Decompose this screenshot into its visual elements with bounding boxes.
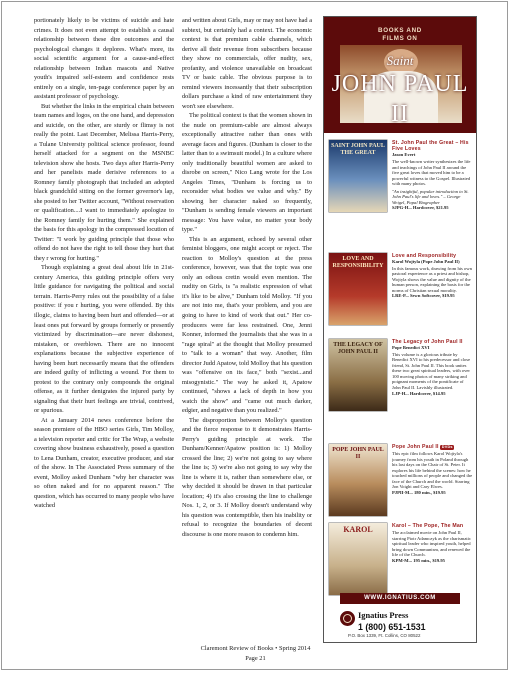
dvd-info (392, 523, 473, 563)
book-title: St. John Paul the Great – His Five Loves (392, 140, 469, 153)
paragraph: portionately likely to be victims of suicide and hate crimes. It does not even attempt to establish a causal relationship between these dire outcomes and the psychological changes it deplores. What's more, its social scientific argument for a cause-and-effect relationship between Indian mascots and Native youth's impaired self-esteem and confidence rests entirely on a single, ten-page conference paper by an assistant professor of psychology. (34, 17, 174, 101)
dvd-info (392, 444, 473, 496)
ignatius-press-advertisement[interactable] (323, 16, 477, 643)
ignatius-press-logo-icon (340, 611, 355, 626)
paragraph: At a January 2014 news conference before the season premiere of the HBO series Girls, Tim Molloy, a television reporter and critic for The Wrap, a website covering show business exhaustively, posed a question to Lena Dunham, creator, executive producer, and star of the show. In The Associated Press summary of the event, Molloy asked Dunham "why her character was so often naked and for no apparent reason." The question, which has occurred to many people who have watched (34, 416, 174, 510)
book-description: This volume is a glorious tribute by Benedict XVI to his predecessor and close friend, St. John Paul II. This book unites these two great spiritual leaders, with over 100 moving photos of many striking and poignant moments of the pontificate of John Paul II. Lavishly illustrated. (392, 351, 471, 391)
dvd-description: The acclaimed movie on John Paul II, starring Piotr Adamczyk as the charismatic spiritual leader who inspired youth, helped bring down Communism, and renewed the life of the Church. (392, 530, 471, 558)
book-description: In this famous work, drawing from his own pastoral experience as a priest and bishop, Wojtyla shows the value and dignity of the human person, explaining the basis for the norms of Christian sexual morality. (392, 265, 472, 293)
book-price: SJPG-H... Hardcover, $21.95 (392, 205, 449, 211)
dvd-title: Karol – The Pope, The Man (392, 523, 464, 529)
book-price: LJP-H... Hardcover, $14.95 (392, 390, 446, 396)
ad-john-paul-title: JOHN PAUL II (331, 71, 469, 127)
book-quote: "An insightful, popular introduction to St. John Paul's life and loves." – George Weigel, Papal Biographer (392, 188, 469, 205)
magazine-page (1, 1, 508, 670)
dvd-price: PJPII-M... 180 min., $19.95 (392, 490, 446, 496)
dvd-title: Pope John Paul II DVDs (392, 444, 453, 450)
publisher-name: Ignatius Press (358, 611, 409, 620)
page-number: Page 21 (245, 655, 266, 662)
book-item[interactable] (329, 339, 473, 439)
book-author: Pope Benedict XVI (392, 345, 430, 351)
dvd-cover[interactable]: POPE JOHN PAUL II (329, 444, 387, 516)
dvd-item[interactable] (329, 444, 473, 519)
book-cover[interactable]: THE LEGACY OF JOHN PAUL II (329, 339, 387, 411)
book-title: The Legacy of John Paul II (392, 339, 463, 345)
journal-footer: Claremont Review of Books • Spring 2014 (200, 645, 311, 652)
dvd-item[interactable] (329, 523, 473, 589)
dvd-cover[interactable]: KAROL (329, 523, 387, 595)
book-author: Karol Wojtyla (Pope John Paul II) (392, 259, 460, 265)
paragraph: This is an argument, echoed by several other feminist bloggers, one might accept or reject. The reaction to Molloy's question at the press conference, however, was that the topic was one only an odious cretin would even mention. The nudity on Girls, is "a realistic expression of what it's like to be alive," Dunham told Molloy. "If you are not into me, that's your problem, and you are going to have to kind of work that out." Her co-producers were far less restrained. One, Jenni Konner, informed the journalists that she was in a "rage spiral" at the thought that Molloy presumed to "talk to a woman" that way. Another, film director Judd Apatow, told Molloy that his question was "offensive on its face," both "sexist...and misogynistic." The way he asked it, Apatow continued, "shows a lack of depth in how you watch the show" and "came out much darker, edgier, and negative than you realized." (182, 235, 312, 415)
book-description: The well-known writer synthesizes the life and teachings of John Paul II around the five great loves that moved him to be a powerful witness to the Gospel. Illustrated with many photos. (392, 158, 471, 187)
website-link[interactable]: WWW.IGNATIUS.COM (340, 593, 460, 604)
book-price: LRE-P... Sewn Softcover, $19.95 (392, 293, 455, 299)
book-info (392, 339, 473, 396)
ad-header-banner (324, 17, 476, 133)
ad-saint-title: Saint (386, 53, 414, 68)
book-item[interactable] (329, 140, 473, 248)
book-info (392, 253, 473, 299)
publisher-address: P.O. Box 1339, Ft. Collins, CO 80522 (348, 633, 421, 638)
book-author: Jason Evert (392, 152, 416, 158)
dvd-description: This epic film follows Karol Wojtyla's journey from his youth in Poland through his last days on the Chair of St. Peter. It explores his life behind the scenes: how he touched millions of people and changed the face of the Church and the world. Starring Jon Voight and Cary Elwes. (392, 451, 473, 490)
paragraph: The disproportion between Molloy's question and the fierce response to it demonstrates Harris-Perry's guiding principle at work. The Dunham/Kenner/Apatow position is: 1) Molloy crossed the line; 2) we're not going to say where the line is; 3) we're also not going to say why the line is where it is, rather than somewhere else, or why decided it should be drawn in that particular location; 4) it's also crossing the line to challenge Nos. 1, 2, or 3. If Molloy doesn't understand why his question was contemptible, then his inability or refusal to recognize the boundaries of decent discourse is one more reason to condemn him. (182, 416, 312, 538)
book-cover[interactable]: SAINT JOHN PAUL THE GREAT (329, 140, 387, 212)
article-column-middle (182, 16, 312, 644)
paragraph: But whether the links in the empirical chain between team names and logos, on the one hand, and depression and suicide, on the other, are sturdy or flimsy is not really the point. Last December, Melissa Harris-Perry, a Tulane University political science professor, found herself attacked for a segment on the MSNBC television show she hosts. Two days after Harris-Perry and her panelists made derisive references to a Romney family photograph that included an adopted black grandchild sitting on the former governor's lap, she posted to her Twitter account, "Without reservation or qualification....I want to immediately apologize to the Romney family for hurting them." She explained the basis for this apology in the compressed locution of Twitter: "I work by guiding principle that those who offend do not have the right to tell those they hurt that they r wrong for hurting." (34, 102, 174, 262)
paragraph: Though explaining a great deal about life in 21st-century America, this guiding principle offers very little guidance for navigating the political and social terrain. Harris-Perry rules out the possibility of a false positive: if you r hurting, you were offended. By this illogic, claims to having been hurt and offended—or at least ones put forward by groups formerly or presently victimized by discrimination—are never dishonest, mistaken, or overblown. There are no innocent explanations because the subjective experience of having been hurt necessarily means that the offenders are indeed guilty of inflicting a wound. For them to protest to the contrary only compounds the original offense, as it further denigrates the injured party by signaling that their hurt feelings are trivial, contrived, or spurious. (34, 264, 174, 415)
book-cover[interactable]: LOVE AND RESPONSIBILITY (329, 253, 387, 325)
book-item[interactable] (329, 253, 473, 335)
phone-number: 1 (800) 651-1531 (358, 622, 426, 632)
dvd-badge: DVDs (441, 445, 453, 449)
article-column-left (34, 16, 174, 644)
book-info (392, 140, 473, 211)
dvd-price: KPM-M... 195 min., $19.95 (392, 557, 445, 563)
paragraph: The political context is that the women shown in the nude on premium-cable are almost always exceptionally attractive rather than ones with average faces and figures. (Dunham is closer to the latter than to a swimsuit model.) In a culture where only traditionally beautiful women are asked to disrobe on screen," Nico Lang wrote for the Los Angeles Times, "Dunham is forcing us to reconsider what bodies we value and why." By showing her character naked so frequently, "Dunham is sending female viewers an important message: You have value, no matter your body type." (182, 112, 312, 234)
book-title: Love and Responsibility (392, 253, 457, 259)
paragraph: and written about Girls, may or may not have had a subtext, but certainly had a context. The economic context is that premium cable channels, which derive all their revenue from subscribers because they show no commercials, offer nudity, sex, profanity, and violence unavailable on broadcast TV or basic cable. The obvious purpose is to remind viewers incessantly that their subscription dollars purchase a kind of raw entertainment they won't see elsewhere. (182, 17, 312, 110)
ad-books-heading: BOOKS AND FILMS ON (378, 27, 422, 42)
